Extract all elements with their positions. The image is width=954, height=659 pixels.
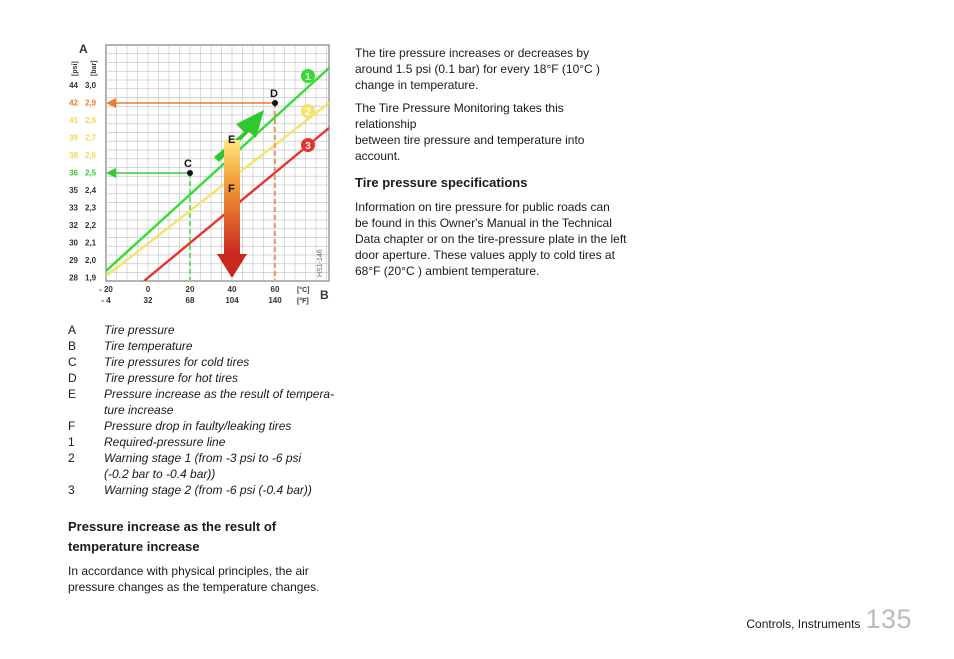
footer-section-title: Controls, Instruments <box>746 617 861 631</box>
psi-tick-label: 44 <box>69 81 78 90</box>
legend-item-2 <box>68 450 338 482</box>
psi-tick-label: 30 <box>69 238 78 248</box>
bar-tick-label: 2,8 <box>85 116 97 125</box>
psi-tick-label: 29 <box>69 256 78 265</box>
fahrenheit-unit-label: [°F] <box>297 298 309 305</box>
legend-text: Tire pressures for cold tires <box>104 355 250 369</box>
legend-text: Required-pressure line <box>104 435 226 449</box>
pressure-drop-arrow-body <box>224 140 240 254</box>
bar-tick-label: 2,2 <box>85 221 97 230</box>
fahrenheit-tick-label: 140 <box>268 296 282 305</box>
celsius-unit-label: [°C] <box>297 287 310 294</box>
paragraph-specifications: Information on tire pressure for public roads can be found in this Owner's Manual in the Technical Data chapter or on the tire-pressure plate in the left door aperture. These values apply to cold tires at 68°F (20°C ) ambient temperature. <box>355 200 627 278</box>
fahrenheit-tick-label: - 4 <box>101 296 111 305</box>
legend-text: Pressure drop in faulty/leaking tires <box>104 419 292 433</box>
legend-text: Tire pressure <box>104 323 175 337</box>
bar-tick-label: 2,9 <box>85 98 97 108</box>
legend-key: 1 <box>68 435 75 449</box>
legend-text: Tire temperature <box>104 339 193 353</box>
celsius-tick-label: 60 <box>270 285 280 294</box>
point-d <box>272 100 278 106</box>
line-3-label: 3 <box>305 141 311 152</box>
line-1-label: 1 <box>305 72 311 83</box>
psi-tick-label: 41 <box>69 116 78 125</box>
axis-b-label: B <box>320 288 329 302</box>
bar-tick-label: 2,4 <box>85 186 97 195</box>
bar-tick-label: 3,0 <box>85 81 97 90</box>
psi-tick-label: 38 <box>69 151 78 160</box>
legend-item-f <box>68 418 338 434</box>
tire-pressure-temperature-diagram <box>64 40 334 312</box>
bar-tick-label: 2,6 <box>85 151 97 160</box>
bar-tick-label: 1,9 <box>85 273 97 283</box>
paragraph-pressure-change: The tire pressure increases or decreases by around 1.5 psi (0.1 bar) for every 18°F (10°C ) change in temperature. <box>355 46 601 92</box>
bar-tick-label: 2,5 <box>85 168 97 178</box>
right-column <box>355 45 627 286</box>
psi-tick-label: 35 <box>69 186 78 195</box>
point-c <box>187 170 193 176</box>
marker-d-label: D <box>270 88 278 100</box>
fahrenheit-tick-label: 68 <box>185 296 195 305</box>
legend-key: C <box>68 355 77 369</box>
plot-area <box>106 45 329 281</box>
legend-item-a <box>68 322 338 338</box>
legend-text: Warning stage 2 (from -6 psi (-0.4 bar)) <box>104 483 312 497</box>
legend-key: F <box>68 419 76 433</box>
legend-text: Pressure increase as the result of tempera- <box>104 387 335 401</box>
psi-tick-label: 42 <box>69 98 78 108</box>
legend-text: Warning stage 1 (from -3 psi to -6 psi <box>104 451 302 465</box>
page-number: 135 <box>865 604 912 634</box>
psi-tick-label: 36 <box>69 168 78 178</box>
marker-e-label: E <box>228 134 236 146</box>
legend-text: ture increase <box>104 403 174 417</box>
psi-unit-label: [psi] <box>72 61 79 76</box>
psi-tick-label: 39 <box>69 133 78 143</box>
bar-tick-label: 2,7 <box>85 133 97 143</box>
legend-key: 3 <box>68 483 75 497</box>
line-2-label: 2 <box>305 107 311 118</box>
psi-tick-label: 33 <box>69 203 78 213</box>
marker-f-label: F <box>228 183 235 195</box>
legend-item-e <box>68 386 338 418</box>
bar-tick-label: 2,0 <box>85 256 97 265</box>
section-body-pressure-increase: In accordance with physical principles, the air pressure changes as the temperature changes. <box>68 564 320 594</box>
psi-tick-label: 28 <box>69 273 78 283</box>
paragraph-monitoring: The Tire Pressure Monitoring takes this relationship between tire pressure and temperature into account. <box>355 101 585 163</box>
legend-key: D <box>68 371 77 385</box>
axis-a-label: A <box>79 42 88 56</box>
legend-text: (-0.2 bar to -0.4 bar)) <box>104 467 216 481</box>
celsius-tick-label: 0 <box>145 285 151 294</box>
legend-text: Tire pressure for hot tires <box>104 371 238 385</box>
psi-tick-label: 32 <box>69 221 78 230</box>
legend-item-3 <box>68 482 338 498</box>
legend-item-1 <box>68 434 338 450</box>
legend-item-c <box>68 354 338 370</box>
legend-item-d <box>68 370 338 386</box>
page-footer <box>746 604 912 635</box>
marker-c-label: C <box>184 158 192 170</box>
celsius-tick-label: 20 <box>185 285 195 294</box>
section-heading-specifications: Tire pressure specifications <box>355 175 528 190</box>
bar-unit-label: [bar] <box>91 60 98 76</box>
diagram-id: HS1-146 <box>317 249 324 277</box>
legend-key: B <box>68 339 77 353</box>
celsius-tick-label: 40 <box>227 285 237 294</box>
bar-tick-label: 2,1 <box>85 238 97 248</box>
celsius-tick-label: - 20 <box>99 285 113 294</box>
fahrenheit-tick-label: 32 <box>143 296 153 305</box>
fahrenheit-tick-label: 104 <box>225 296 239 305</box>
legend-item-b <box>68 338 338 354</box>
section-heading-pressure-increase: Pressure increase as the result of temperature increase <box>68 519 277 554</box>
diagram-legend <box>68 322 338 498</box>
legend-key: E <box>68 387 77 401</box>
legend-key: A <box>68 323 77 337</box>
legend-key: 2 <box>68 451 75 465</box>
bar-tick-label: 2,3 <box>85 203 97 213</box>
